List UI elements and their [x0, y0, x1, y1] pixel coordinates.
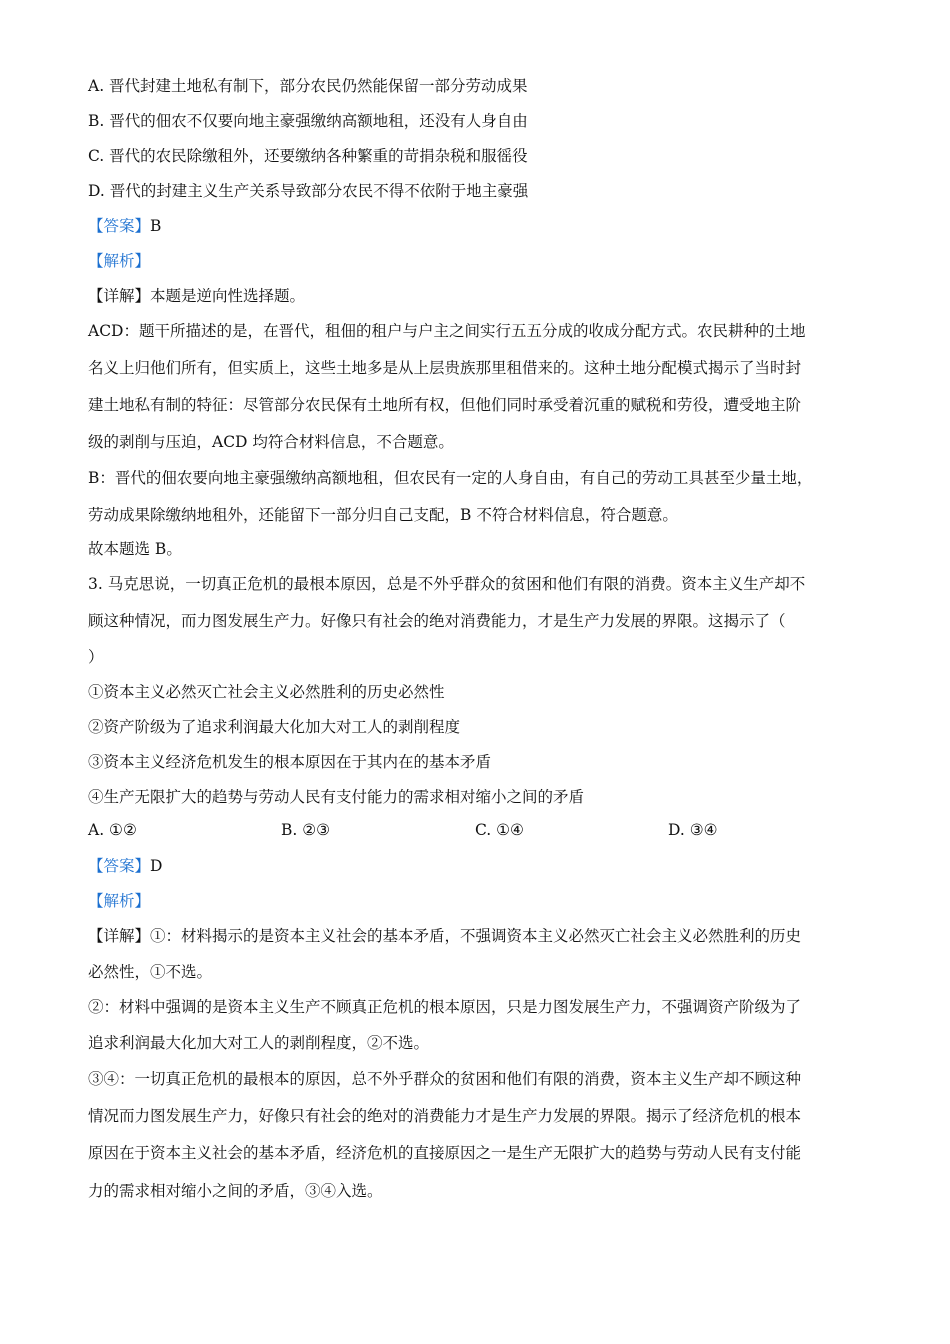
answer-line — [88, 855, 162, 877]
detail-tag: 【详解】 — [88, 287, 151, 305]
question-stem: ） — [88, 648, 104, 666]
explanation-line: ACD：题干所描述的是，在晋代，租佃的租户与户主之间实行五五分成的收成分配方式。农民耕种的土地 — [88, 322, 806, 340]
explanation-line: ②：材料中强调的是资本主义生产不顾真正危机的根本原因，只是力图发展生产力，不强调资产阶级为了 — [88, 998, 802, 1016]
detail-intro: 本题是逆向性选择题。 — [150, 287, 306, 305]
statement-4: ④生产无限扩大的趋势与劳动人民有支付能力的需求相对缩小之间的矛盾 — [88, 788, 585, 806]
analysis-tag: 【解析】 — [88, 892, 151, 910]
analysis-tag: 【解析】 — [88, 252, 151, 270]
choice-a: A. ①② — [88, 821, 137, 839]
explanation-line: 必然性，①不选。 — [88, 963, 213, 981]
answer-line — [88, 215, 161, 237]
detail-tag: 【详解】 — [88, 927, 151, 945]
statement-2: ②资产阶级为了追求利润最大化加大对工人的剥削程度 — [88, 718, 461, 736]
explanation-line: 劳动成果除缴纳地租外，还能留下一部分归自己支配，B 不符合材料信息，符合题意。 — [88, 506, 678, 524]
choice-c: C. ①④ — [475, 821, 524, 839]
explanation-line: 力的需求相对缩小之间的矛盾，③④入选。 — [88, 1182, 383, 1200]
question-stem: 顾这种情况，而力图发展生产力。好像只有社会的绝对消费能力，才是生产力发展的界限。这揭示了（ — [88, 612, 786, 630]
explanation-line: 原因在于资本主义社会的基本矛盾，经济危机的直接原因之一是生产无限扩大的趋势与劳动人民有支付能 — [88, 1144, 802, 1162]
statement-1: ①资本主义必然灭亡社会主义必然胜利的历史必然性 — [88, 683, 445, 701]
analysis-line — [88, 250, 150, 272]
answer-tag: 【答案】 — [88, 217, 151, 235]
explanation-line: 建土地私有制的特征：尽管部分农民保有土地所有权，但他们同时承受着沉重的赋税和劳役，遭受地主阶 — [88, 396, 802, 414]
choice-d: D. ③④ — [668, 821, 718, 839]
answer-value: D — [150, 857, 163, 875]
option-a: A. 晋代封建土地私有制下，部分农民仍然能保留一部分劳动成果 — [88, 77, 528, 95]
explanation-line: 追求利润最大化加大对工人的剥削程度，②不选。 — [88, 1034, 430, 1052]
option-b: B. 晋代的佃农不仅要向地主豪强缴纳高额地租，还没有人身自由 — [88, 112, 528, 130]
explanation-line: 级的剥削与压迫，ACD 均符合材料信息，不合题意。 — [88, 433, 454, 451]
statement-3: ③资本主义经济危机发生的根本原因在于其内在的基本矛盾 — [88, 753, 492, 771]
option-d: D. 晋代的封建主义生产关系导致部分农民不得不依附于地主豪强 — [88, 182, 529, 200]
explanation-line: B：晋代的佃农要向地主豪强缴纳高额地租，但农民有一定的人身自由，有自己的劳动工具甚至少量土地， — [88, 469, 813, 487]
explanation-line: 名义上归他们所有，但实质上，这些土地多是从上层贵族那里租借来的。这种土地分配模式揭示了当时封 — [88, 359, 802, 377]
answer-value: B — [150, 217, 162, 235]
detail-line — [88, 285, 305, 307]
analysis-line — [88, 890, 150, 912]
conclusion-line: 故本题选 B。 — [88, 540, 182, 558]
detail-first: ①：材料揭示的是资本主义社会的基本矛盾，不强调资本主义必然灭亡社会主义必然胜利的历史 — [150, 927, 802, 945]
answer-tag: 【答案】 — [88, 857, 151, 875]
choice-b: B. ②③ — [281, 821, 331, 839]
explanation-line: 情况而力图发展生产力，好像只有社会的绝对的消费能力才是生产力发展的界限。揭示了经济危机的根本 — [88, 1107, 802, 1125]
explanation-line: ③④：一切真正危机的最根本的原因，总不外乎群众的贫困和他们有限的消费，资本主义生产却不顾这种 — [88, 1070, 802, 1088]
detail-line — [88, 925, 801, 947]
option-c: C. 晋代的农民除缴租外，还要缴纳各种繁重的苛捐杂税和服徭役 — [88, 147, 528, 165]
question-stem: 3. 马克思说，一切真正危机的最根本原因，总是不外乎群众的贫困和他们有限的消费。资本主义生产却不 — [88, 575, 806, 593]
